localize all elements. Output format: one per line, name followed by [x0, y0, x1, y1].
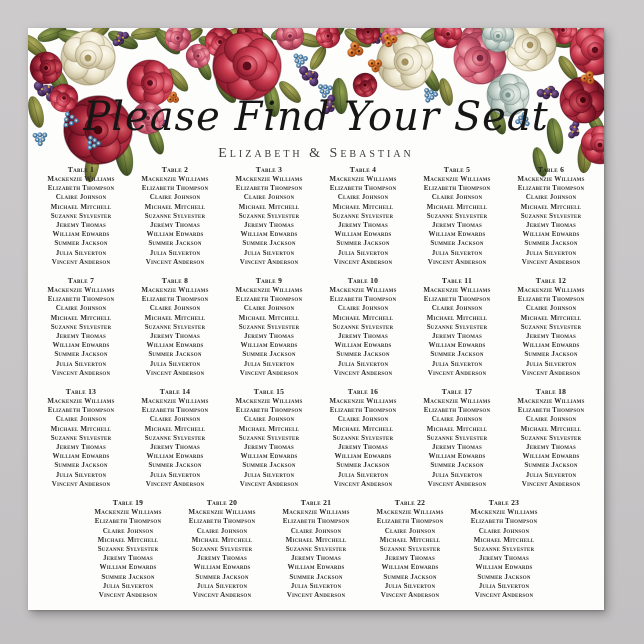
guest-name: William Edwards	[193, 563, 251, 572]
guest-name: Jeremy Thomas	[150, 443, 200, 452]
guest-name: Elizabeth Thompson	[47, 295, 115, 304]
poster-title: Please Find Your Seat	[83, 94, 549, 140]
table-block	[222, 164, 316, 267]
guest-name: Mackenzie Williams	[423, 397, 491, 406]
guest-name: Jeremy Thomas	[56, 332, 106, 341]
guest-name: Suzanne Sylvester	[50, 433, 112, 442]
guest-name: Claire Johnson	[55, 415, 107, 424]
guest-name: Suzanne Sylvester	[144, 322, 206, 331]
guest-name: Suzanne Sylvester	[426, 322, 488, 331]
table-block	[410, 164, 504, 267]
guest-name: Elizabeth Thompson	[423, 295, 491, 304]
table-block	[34, 164, 128, 267]
guest-name: Vincent Anderson	[98, 590, 158, 599]
guest-name: Claire Johnson	[149, 193, 201, 202]
guest-name: Vincent Anderson	[51, 368, 111, 377]
table-row	[34, 386, 598, 489]
table-block	[504, 275, 598, 378]
guest-name: William Edwards	[52, 230, 110, 239]
guest-name: Julia Silverton	[337, 248, 389, 257]
guest-name: Michael Mitchell	[379, 535, 441, 544]
guest-name: Mackenzie Williams	[376, 508, 444, 517]
guest-name: Julia Silverton	[525, 470, 577, 479]
guest-name: Elizabeth Thompson	[47, 184, 115, 193]
guest-name: William Edwards	[522, 230, 580, 239]
guest-name: Suzanne Sylvester	[332, 211, 394, 220]
guest-name: Mackenzie Williams	[282, 508, 350, 517]
guest-name: Summer Jackson	[524, 350, 578, 359]
guest-name: Summer Jackson	[54, 461, 108, 470]
guest-name: William Edwards	[52, 341, 110, 350]
guest-name: Claire Johnson	[243, 304, 295, 313]
table-block	[128, 164, 222, 267]
guest-name: Michael Mitchell	[332, 313, 394, 322]
guest-name: Suzanne Sylvester	[379, 544, 441, 553]
guest-name: Julia Silverton	[431, 359, 483, 368]
guest-name: Suzanne Sylvester	[332, 433, 394, 442]
guest-name: Vincent Anderson	[521, 368, 581, 377]
guest-name: Michael Mitchell	[520, 202, 582, 211]
guest-name: Vincent Anderson	[239, 479, 299, 488]
table-block	[269, 497, 363, 600]
table-number-heading: Table 1	[67, 165, 95, 174]
table-number-heading: Table 15	[253, 387, 285, 397]
guest-name: Michael Mitchell	[520, 424, 582, 433]
table-number-heading: Table 9	[255, 276, 283, 286]
guest-name: Suzanne Sylvester	[97, 544, 159, 553]
guest-name: Mackenzie Williams	[47, 286, 115, 295]
guest-name: Michael Mitchell	[50, 424, 112, 433]
guest-name: Jeremy Thomas	[479, 554, 529, 563]
guest-name: Elizabeth Thompson	[423, 406, 491, 415]
guest-name: Summer Jackson	[242, 350, 296, 359]
table-block	[504, 164, 598, 267]
guest-name: Claire Johnson	[431, 415, 483, 424]
guest-name: Jeremy Thomas	[526, 332, 576, 341]
guest-name: Claire Johnson	[196, 526, 248, 535]
guest-name: Elizabeth Thompson	[235, 406, 303, 415]
guest-name: Elizabeth Thompson	[470, 517, 538, 526]
guest-name: William Edwards	[381, 563, 439, 572]
guest-name: Julia Silverton	[431, 248, 483, 257]
guest-name: Vincent Anderson	[145, 368, 205, 377]
guest-name: Claire Johnson	[290, 526, 342, 535]
guest-name: Suzanne Sylvester	[520, 433, 582, 442]
guest-name: Claire Johnson	[525, 193, 577, 202]
table-number-heading: Table 22	[394, 498, 426, 508]
seating-chart-poster	[28, 28, 604, 610]
guest-name: Julia Silverton	[337, 470, 389, 479]
table-block	[81, 497, 175, 600]
guest-name: Michael Mitchell	[238, 424, 300, 433]
guest-name: Elizabeth Thompson	[94, 517, 162, 526]
guest-name: Summer Jackson	[195, 572, 249, 581]
guest-name: Jeremy Thomas	[526, 221, 576, 230]
table-number-heading: Table 18	[535, 387, 567, 397]
guest-name: Jeremy Thomas	[432, 443, 482, 452]
guest-name: Julia Silverton	[243, 359, 295, 368]
guest-name: Michael Mitchell	[50, 313, 112, 322]
guest-name: Claire Johnson	[525, 415, 577, 424]
guest-name: Julia Silverton	[243, 248, 295, 257]
guest-name: Michael Mitchell	[238, 313, 300, 322]
table-block	[316, 164, 410, 267]
guest-name: Summer Jackson	[430, 239, 484, 248]
guest-name: Michael Mitchell	[285, 535, 347, 544]
guest-name: Suzanne Sylvester	[238, 211, 300, 220]
guest-name: Suzanne Sylvester	[426, 211, 488, 220]
guest-name: Vincent Anderson	[145, 479, 205, 488]
guest-name: Mackenzie Williams	[329, 397, 397, 406]
guest-name: William Edwards	[99, 563, 157, 572]
guest-name: Mackenzie Williams	[47, 175, 115, 183]
guest-name: Elizabeth Thompson	[188, 517, 256, 526]
guest-name: Vincent Anderson	[427, 368, 487, 377]
guest-name: Mackenzie Williams	[235, 286, 303, 295]
guest-name: Summer Jackson	[242, 461, 296, 470]
guest-name: Suzanne Sylvester	[285, 544, 347, 553]
guest-name: Vincent Anderson	[145, 257, 205, 266]
guest-name: Jeremy Thomas	[244, 332, 294, 341]
guest-name: William Edwards	[334, 230, 392, 239]
seating-tables	[34, 164, 598, 608]
guest-name: Mackenzie Williams	[235, 397, 303, 406]
table-number-heading: Table 19	[112, 498, 144, 508]
guest-name: William Edwards	[240, 230, 298, 239]
guest-name: William Edwards	[287, 563, 345, 572]
guest-name: Julia Silverton	[55, 248, 107, 257]
guest-name: Elizabeth Thompson	[235, 295, 303, 304]
guest-name: Claire Johnson	[102, 526, 154, 535]
guest-name: Summer Jackson	[242, 239, 296, 248]
guest-name: Jeremy Thomas	[56, 221, 106, 230]
guest-name: Michael Mitchell	[332, 202, 394, 211]
couple-names: Elizabeth & Sebastian	[218, 146, 414, 161]
guest-name: Mackenzie Williams	[188, 508, 256, 517]
table-row	[34, 275, 598, 378]
guest-name: Suzanne Sylvester	[520, 322, 582, 331]
guest-name: William Edwards	[240, 341, 298, 350]
guest-name: Summer Jackson	[336, 350, 390, 359]
guest-name: Jeremy Thomas	[150, 221, 200, 230]
guest-name: Michael Mitchell	[426, 313, 488, 322]
guest-name: William Edwards	[240, 452, 298, 461]
guest-name: Summer Jackson	[336, 239, 390, 248]
guest-name: Vincent Anderson	[380, 590, 440, 599]
guest-name: Claire Johnson	[384, 526, 436, 535]
guest-name: Michael Mitchell	[144, 313, 206, 322]
guest-name: Mackenzie Williams	[141, 397, 209, 406]
table-number-heading: Table 20	[206, 498, 238, 508]
guest-name: Claire Johnson	[55, 193, 107, 202]
guest-name: Michael Mitchell	[332, 424, 394, 433]
guest-name: Julia Silverton	[149, 359, 201, 368]
guest-name: Mackenzie Williams	[470, 508, 538, 517]
guest-name: Michael Mitchell	[97, 535, 159, 544]
table-number-heading: Table 16	[347, 387, 379, 397]
guest-name: Elizabeth Thompson	[235, 184, 303, 193]
guest-name: Suzanne Sylvester	[144, 433, 206, 442]
table-block	[222, 275, 316, 378]
guest-name: Mackenzie Williams	[94, 508, 162, 517]
guest-name: Vincent Anderson	[51, 479, 111, 488]
table-number-heading: Table 17	[441, 387, 473, 397]
table-number-heading: Table 7	[67, 276, 95, 286]
guest-name: William Edwards	[522, 452, 580, 461]
guest-name: Elizabeth Thompson	[47, 406, 115, 415]
guest-name: Elizabeth Thompson	[141, 295, 209, 304]
guest-name: Elizabeth Thompson	[517, 184, 585, 193]
guest-name: Michael Mitchell	[50, 202, 112, 211]
guest-name: Jeremy Thomas	[103, 554, 153, 563]
table-row	[34, 497, 598, 600]
guest-name: Jeremy Thomas	[291, 554, 341, 563]
guest-name: Jeremy Thomas	[338, 332, 388, 341]
guest-name: Summer Jackson	[289, 572, 343, 581]
table-number-heading: Table 5	[443, 165, 471, 174]
guest-name: Summer Jackson	[524, 461, 578, 470]
guest-name: Julia Silverton	[149, 248, 201, 257]
guest-name: Claire Johnson	[525, 304, 577, 313]
table-block	[410, 275, 504, 378]
guest-name: Mackenzie Williams	[141, 175, 209, 183]
guest-name: Julia Silverton	[102, 581, 154, 590]
guest-name: Summer Jackson	[430, 350, 484, 359]
guest-name: Michael Mitchell	[144, 424, 206, 433]
guest-name: Michael Mitchell	[520, 313, 582, 322]
table-number-heading: Table 6	[537, 165, 565, 174]
guest-name: Jeremy Thomas	[56, 443, 106, 452]
guest-name: Elizabeth Thompson	[329, 406, 397, 415]
guest-name: Summer Jackson	[524, 239, 578, 248]
table-row	[34, 164, 598, 267]
guest-name: Claire Johnson	[243, 415, 295, 424]
guest-name: Vincent Anderson	[51, 257, 111, 266]
guest-name: Julia Silverton	[290, 581, 342, 590]
guest-name: Claire Johnson	[55, 304, 107, 313]
guest-name: Michael Mitchell	[473, 535, 535, 544]
guest-name: Mackenzie Williams	[47, 397, 115, 406]
guest-name: Julia Silverton	[337, 359, 389, 368]
guest-name: Summer Jackson	[336, 461, 390, 470]
guest-name: Summer Jackson	[383, 572, 437, 581]
table-number-heading: Table 8	[161, 276, 189, 286]
guest-name: Mackenzie Williams	[517, 175, 585, 183]
guest-name: Jeremy Thomas	[197, 554, 247, 563]
guest-name: William Edwards	[146, 452, 204, 461]
guest-name: Claire Johnson	[149, 304, 201, 313]
guest-name: Vincent Anderson	[192, 590, 252, 599]
guest-name: Suzanne Sylvester	[191, 544, 253, 553]
guest-name: Vincent Anderson	[427, 257, 487, 266]
table-number-heading: Table 3	[255, 165, 283, 174]
table-number-heading: Table 14	[159, 387, 191, 397]
table-number-heading: Table 2	[161, 165, 189, 174]
table-block	[34, 386, 128, 489]
table-block	[363, 497, 457, 600]
guest-name: Elizabeth Thompson	[329, 295, 397, 304]
guest-name: Claire Johnson	[337, 304, 389, 313]
guest-name: Vincent Anderson	[333, 368, 393, 377]
guest-name: Vincent Anderson	[427, 479, 487, 488]
guest-name: Elizabeth Thompson	[517, 406, 585, 415]
guest-name: Julia Silverton	[55, 359, 107, 368]
guest-name: Summer Jackson	[430, 461, 484, 470]
guest-name: Claire Johnson	[337, 415, 389, 424]
table-number-heading: Table 12	[535, 276, 567, 286]
guest-name: William Edwards	[428, 452, 486, 461]
table-block	[128, 386, 222, 489]
guest-name: Suzanne Sylvester	[50, 322, 112, 331]
guest-name: Jeremy Thomas	[385, 554, 435, 563]
table-block	[316, 386, 410, 489]
guest-name: Claire Johnson	[431, 193, 483, 202]
guest-name: Suzanne Sylvester	[238, 433, 300, 442]
guest-name: Vincent Anderson	[333, 257, 393, 266]
guest-name: Claire Johnson	[149, 415, 201, 424]
guest-name: Claire Johnson	[431, 304, 483, 313]
guest-name: Jeremy Thomas	[150, 332, 200, 341]
guest-name: Suzanne Sylvester	[144, 211, 206, 220]
guest-name: William Edwards	[334, 341, 392, 350]
guest-name: Jeremy Thomas	[432, 221, 482, 230]
table-number-heading: Table 13	[65, 387, 97, 397]
guest-name: Suzanne Sylvester	[473, 544, 535, 553]
guest-name: William Edwards	[52, 452, 110, 461]
table-number-heading: Table 11	[441, 276, 473, 286]
guest-name: William Edwards	[146, 230, 204, 239]
guest-name: Julia Silverton	[384, 581, 436, 590]
guest-name: Michael Mitchell	[191, 535, 253, 544]
guest-name: Julia Silverton	[525, 359, 577, 368]
guest-name: Summer Jackson	[148, 350, 202, 359]
table-block	[316, 275, 410, 378]
guest-name: Vincent Anderson	[521, 479, 581, 488]
table-number-heading: Table 10	[347, 276, 379, 286]
guest-name: Julia Silverton	[525, 248, 577, 257]
guest-name: Mackenzie Williams	[517, 397, 585, 406]
guest-name: Summer Jackson	[54, 239, 108, 248]
guest-name: Michael Mitchell	[238, 202, 300, 211]
table-block	[457, 497, 551, 600]
guest-name: Mackenzie Williams	[141, 286, 209, 295]
table-block	[128, 275, 222, 378]
guest-name: Elizabeth Thompson	[141, 406, 209, 415]
guest-name: Elizabeth Thompson	[141, 184, 209, 193]
guest-name: Mackenzie Williams	[423, 286, 491, 295]
guest-name: Julia Silverton	[431, 470, 483, 479]
guest-name: Mackenzie Williams	[329, 286, 397, 295]
guest-name: Elizabeth Thompson	[423, 184, 491, 193]
guest-name: Vincent Anderson	[239, 368, 299, 377]
table-number-heading: Table 4	[349, 165, 377, 174]
guest-name: Jeremy Thomas	[526, 443, 576, 452]
guest-name: Suzanne Sylvester	[520, 211, 582, 220]
guest-name: Vincent Anderson	[521, 257, 581, 266]
guest-name: Elizabeth Thompson	[329, 184, 397, 193]
guest-name: William Edwards	[522, 341, 580, 350]
guest-name: Julia Silverton	[55, 470, 107, 479]
guest-name: Mackenzie Williams	[329, 175, 397, 183]
table-block	[410, 386, 504, 489]
guest-name: Summer Jackson	[101, 572, 155, 581]
guest-name: Mackenzie Williams	[517, 286, 585, 295]
table-block	[504, 386, 598, 489]
guest-name: Elizabeth Thompson	[376, 517, 444, 526]
guest-name: Julia Silverton	[478, 581, 530, 590]
guest-name: Jeremy Thomas	[338, 221, 388, 230]
guest-name: Michael Mitchell	[144, 202, 206, 211]
guest-name: Vincent Anderson	[333, 479, 393, 488]
guest-name: Julia Silverton	[243, 470, 295, 479]
guest-name: Vincent Anderson	[474, 590, 534, 599]
guest-name: William Edwards	[428, 230, 486, 239]
guest-name: Elizabeth Thompson	[282, 517, 350, 526]
guest-name: Suzanne Sylvester	[332, 322, 394, 331]
guest-name: Jeremy Thomas	[338, 443, 388, 452]
guest-name: Elizabeth Thompson	[517, 295, 585, 304]
guest-name: Summer Jackson	[148, 461, 202, 470]
guest-name: Julia Silverton	[149, 470, 201, 479]
guest-name: Michael Mitchell	[426, 424, 488, 433]
guest-name: Claire Johnson	[478, 526, 530, 535]
guest-name: Suzanne Sylvester	[426, 433, 488, 442]
table-block	[175, 497, 269, 600]
guest-name: Summer Jackson	[54, 350, 108, 359]
table-number-heading: Table 21	[300, 498, 332, 508]
guest-name: Claire Johnson	[337, 193, 389, 202]
guest-name: Suzanne Sylvester	[50, 211, 112, 220]
guest-name: William Edwards	[146, 341, 204, 350]
guest-name: Michael Mitchell	[426, 202, 488, 211]
guest-name: Julia Silverton	[196, 581, 248, 590]
guest-name: Mackenzie Williams	[235, 175, 303, 183]
guest-name: Jeremy Thomas	[244, 221, 294, 230]
guest-name: William Edwards	[475, 563, 533, 572]
guest-name: Mackenzie Williams	[423, 175, 491, 183]
table-number-heading: Table 23	[488, 498, 520, 508]
table-block	[222, 386, 316, 489]
guest-name: William Edwards	[428, 341, 486, 350]
guest-name: William Edwards	[334, 452, 392, 461]
guest-name: Vincent Anderson	[286, 590, 346, 599]
guest-name: Jeremy Thomas	[244, 443, 294, 452]
guest-name: Suzanne Sylvester	[238, 322, 300, 331]
guest-name: Claire Johnson	[243, 193, 295, 202]
guest-name: Vincent Anderson	[239, 257, 299, 266]
guest-name: Summer Jackson	[477, 572, 531, 581]
table-block	[34, 275, 128, 378]
guest-name: Summer Jackson	[148, 239, 202, 248]
guest-name: Jeremy Thomas	[432, 332, 482, 341]
